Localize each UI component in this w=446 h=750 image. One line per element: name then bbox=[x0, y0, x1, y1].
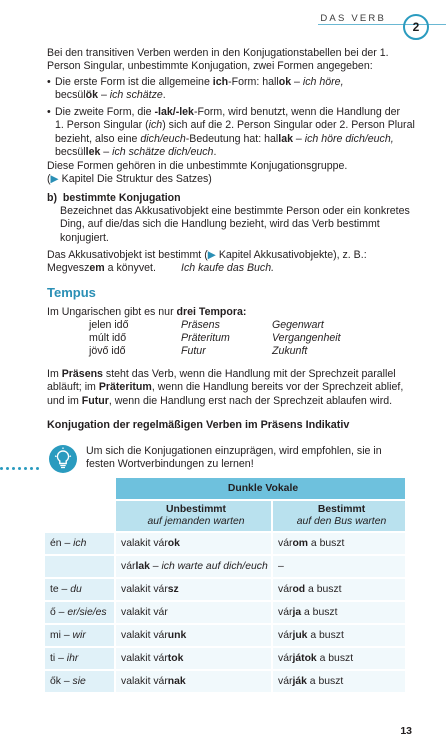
tempus-row-1: jelen idő bbox=[89, 319, 129, 331]
table-row bbox=[45, 556, 407, 579]
dotted-line bbox=[0, 461, 42, 474]
arrow-right-icon: ▶ bbox=[207, 249, 216, 261]
bestimmt-cell: – bbox=[273, 556, 407, 579]
unbestimmt-cell: valakit vártok bbox=[116, 648, 273, 671]
unbestimmt-cell: valakit vár bbox=[116, 602, 273, 625]
tempus-row-3: jövő idő bbox=[89, 345, 126, 357]
person-cell: mi – wir bbox=[45, 625, 116, 648]
table-row bbox=[45, 533, 407, 556]
person-cell: ők – sie bbox=[45, 671, 116, 694]
person-cell bbox=[45, 556, 116, 579]
group-paragraph: Diese Formen gehören in die unbestimmte Konjugationsgruppe. (▶ Kapitel Die Struktur des Satzes) bbox=[47, 160, 348, 186]
bullet-icon: • bbox=[47, 76, 51, 88]
arrow-right-icon: ▶ bbox=[50, 173, 59, 186]
section-b-text: Bezeichnet das Akkusativobjekt eine bestimmte Person oder ein konkretes Ding, auf die/das sich die Handlung bezieht, wird das Verb bestimmt konjugiert. bbox=[60, 205, 410, 244]
table-corner bbox=[45, 478, 116, 501]
unbestimmt-cell: várlak – ich warte auf dich/euch bbox=[116, 556, 273, 579]
tempus-row-2-meaning: Vergangenheit bbox=[272, 332, 341, 344]
person-cell: te – du bbox=[45, 579, 116, 602]
table-row bbox=[45, 602, 407, 625]
table-header: Dunkle Vokale bbox=[116, 478, 407, 501]
bestimmt-cell: várod a buszt bbox=[273, 579, 407, 602]
unbestimmt-cell: valakit vársz bbox=[116, 579, 273, 602]
bestimmt-cell: várom a buszt bbox=[273, 533, 407, 556]
person-cell: ő – er/sie/es bbox=[45, 602, 116, 625]
person-cell: én – ich bbox=[45, 533, 116, 556]
tempus-row-1-meaning: Gegenwart bbox=[272, 319, 324, 331]
table-row bbox=[45, 648, 407, 671]
tip-text: Um sich die Konjugationen einzuprägen, wird empfohlen, sie in festen Wortverbindungen zu lernen! bbox=[86, 445, 382, 471]
bestimmt-cell: várjuk a buszt bbox=[273, 625, 407, 648]
intro-paragraph: Bei den transitiven Verben werden in den Konjugationstabellen bei der 1. Person Singular, unbestimmte Konjugation, zwei Formen angegeben: bbox=[47, 47, 389, 73]
col-bestimmt: Bestimmt auf den Bus warten bbox=[273, 501, 407, 533]
tempus-row-3-de: Futur bbox=[181, 345, 206, 357]
tempus-heading: Tempus bbox=[47, 285, 96, 300]
person-cell: ti – ihr bbox=[45, 648, 116, 671]
bestimmt-cell: várjátok a buszt bbox=[273, 648, 407, 671]
tempus-row-2: múlt idő bbox=[89, 332, 127, 344]
bestimmt-cell: várják a buszt bbox=[273, 671, 407, 694]
unbestimmt-cell: valakit várunk bbox=[116, 625, 273, 648]
table-corner bbox=[45, 501, 116, 533]
akkusativ-paragraph: Das Akkusativobjekt ist bestimmt (▶ Kapitel Akkusativobjekte), z. B.: bbox=[47, 249, 367, 261]
example-german: Ich kaufe das Buch. bbox=[181, 262, 275, 274]
usage-paragraph: Im Präsens steht das Verb, wenn die Handlung mit der Sprechzeit parallel abläuft; im Präteritum, wenn die Handlung bereits vor der Sprechzeit ablief, und im Futur, wenn die Handlung erst nach der Sprechzeit ablaufen wird. bbox=[47, 368, 404, 407]
table-row bbox=[45, 625, 407, 648]
tempus-intro: Im Ungarischen gibt es nur drei Tempora: bbox=[47, 306, 247, 318]
chapter-number-badge: 2 bbox=[403, 14, 429, 40]
conjugation-title: Konjugation der regelmäßigen Verben im Präsens Indikativ bbox=[47, 419, 350, 431]
col-unbestimmt: Unbestimmt auf jemanden warten bbox=[116, 501, 273, 533]
section-b-heading: b) bestimmte Konjugation bbox=[47, 192, 181, 204]
tempus-row-1-de: Präsens bbox=[181, 319, 220, 331]
bullet-icon: • bbox=[47, 106, 51, 118]
example-hungarian: Megveszem a könyvet. bbox=[47, 262, 156, 274]
bullet-1: Die erste Form ist die allgemeine ich-Form: hallok – ich höre, becsülök – ich schätze. bbox=[55, 76, 344, 102]
bullet-2: Die zweite Form, die -lak/-lek-Form, wird benutzt, wenn die Handlung der 1. Person Singular (ich) sich auf die 2. Person Singular oder 2. Person Plural bezieht, also eine dich/euch-Bedeutung hat: hallak – ich höre dich/euch, becsüllek – ich schätze dich/euch. bbox=[55, 106, 415, 158]
conjugation-table bbox=[45, 478, 407, 694]
lightbulb-icon bbox=[48, 444, 78, 474]
table-row bbox=[45, 579, 407, 602]
chapter-reference-link[interactable]: Kapitel Die Struktur des Satzes) bbox=[61, 173, 212, 186]
unbestimmt-cell: valakit várok bbox=[116, 533, 273, 556]
tempus-row-3-meaning: Zukunft bbox=[272, 345, 308, 357]
unbestimmt-cell: valakit várnak bbox=[116, 671, 273, 694]
page-number: 13 bbox=[400, 725, 412, 737]
bestimmt-cell: várja a buszt bbox=[273, 602, 407, 625]
chapter-header: DAS VERB bbox=[320, 13, 386, 24]
table-row bbox=[45, 671, 407, 694]
tempus-row-2-de: Präteritum bbox=[181, 332, 230, 344]
